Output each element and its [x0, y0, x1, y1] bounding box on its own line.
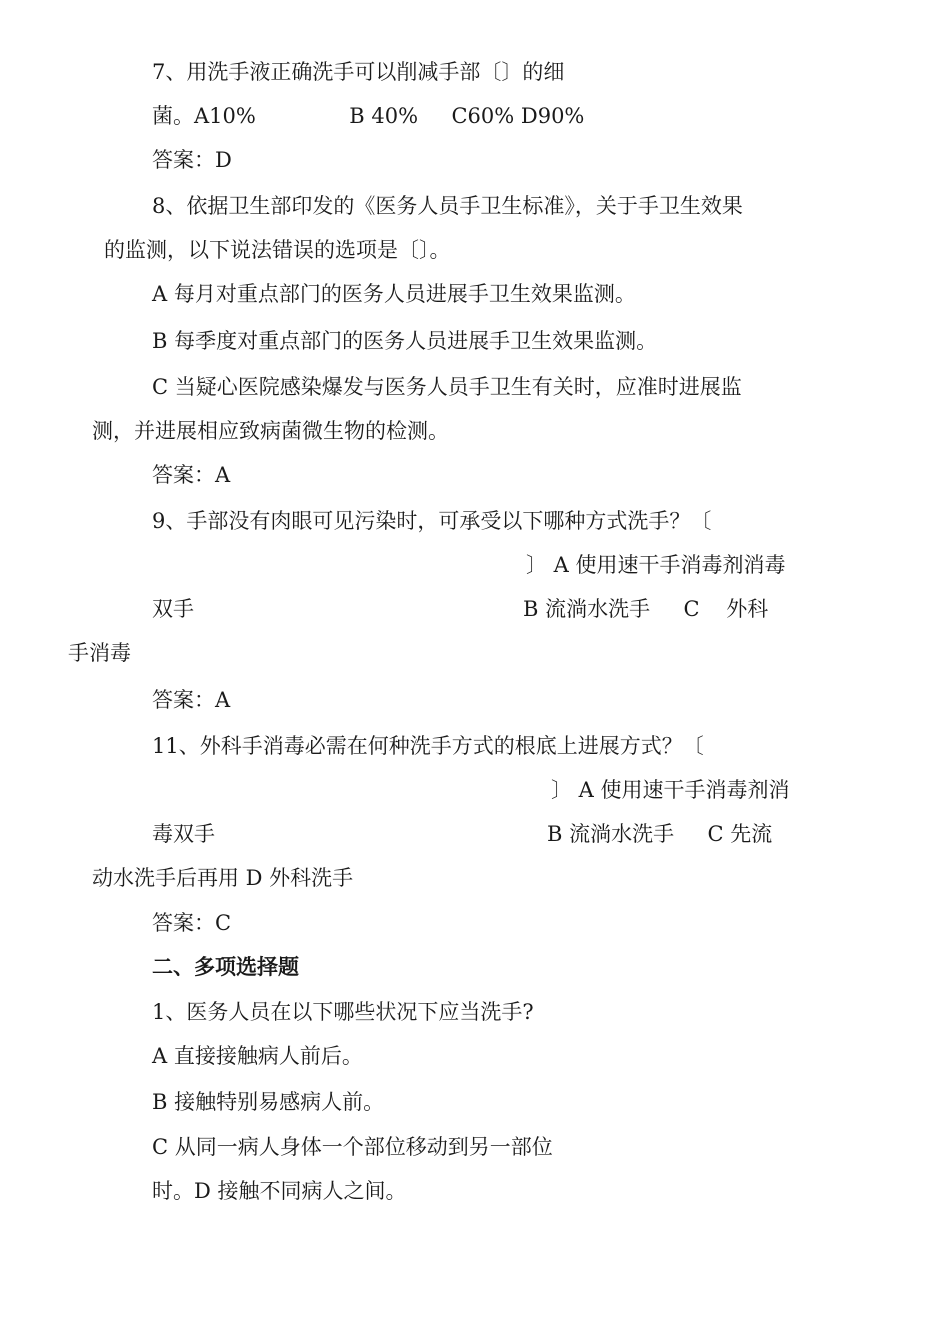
q8-option-c-line-1: C 当疑心医院感染爆发与医务人员手卫生有关时，应准时进展监	[152, 375, 742, 399]
q8-line-2: 的监测，以下说法错误的选项是〔〕。	[104, 238, 451, 262]
q11-line-3b: B 流淌水洗手 C 先流	[547, 822, 773, 846]
q8-option-b: B 每季度对重点部门的医务人员进展手卫生效果监测。	[152, 329, 658, 353]
q8-line-1: 8、依据卫生部印发的《医务人员手卫生标准》，关于手卫生效果	[152, 194, 743, 218]
q7-line-2: 菌。A10% B 40% C60% D90%	[152, 104, 585, 128]
mq1-option-c: C 从同一病人身体一个部位移动到另一部位	[152, 1135, 553, 1159]
q9-line-1: 9、手部没有肉眼可见污染时，可承受以下哪种方式洗手？〔	[152, 509, 712, 533]
q11-line-1: 11、外科手消毒必需在何种洗手方式的根底上进展方式？〔	[152, 734, 704, 758]
q8-option-c-line-2: 测，并进展相应致病菌微生物的检测。	[92, 419, 449, 443]
section-heading: 二、多项选择题	[152, 955, 299, 979]
q11-answer: 答案：C	[152, 911, 232, 935]
q11-line-4: 动水洗手后再用 D 外科洗手	[92, 866, 354, 890]
q7-line-1: 7、用洗手液正确洗手可以削减手部〔〕的细	[152, 60, 565, 84]
q11-line-3a: 毒双手	[152, 822, 215, 846]
q8-option-a: A 每月对重点部门的医务人员进展手卫生效果监测。	[152, 282, 636, 306]
mq1-option-b: B 接触特别易感病人前。	[152, 1090, 385, 1114]
q11-line-2: 〕 A 使用速干手消毒剂消	[551, 778, 790, 802]
q9-line-3a: 双手	[152, 597, 194, 621]
mq1-line-1: 1、医务人员在以下哪些状况下应当洗手?	[152, 1000, 534, 1024]
q9-line-3b: B 流淌水洗手 C 外科	[523, 597, 769, 621]
q9-answer: 答案：A	[152, 688, 231, 712]
q9-line-4: 手消毒	[68, 641, 131, 665]
q8-answer: 答案：A	[152, 463, 231, 487]
q9-line-2: 〕 A 使用速干手消毒剂消毒	[526, 553, 786, 577]
q7-answer: 答案：D	[152, 148, 232, 172]
mq1-option-a: A 直接接触病人前后。	[152, 1044, 363, 1068]
mq1-option-c-line-2: 时。D 接触不同病人之间。	[152, 1179, 407, 1203]
